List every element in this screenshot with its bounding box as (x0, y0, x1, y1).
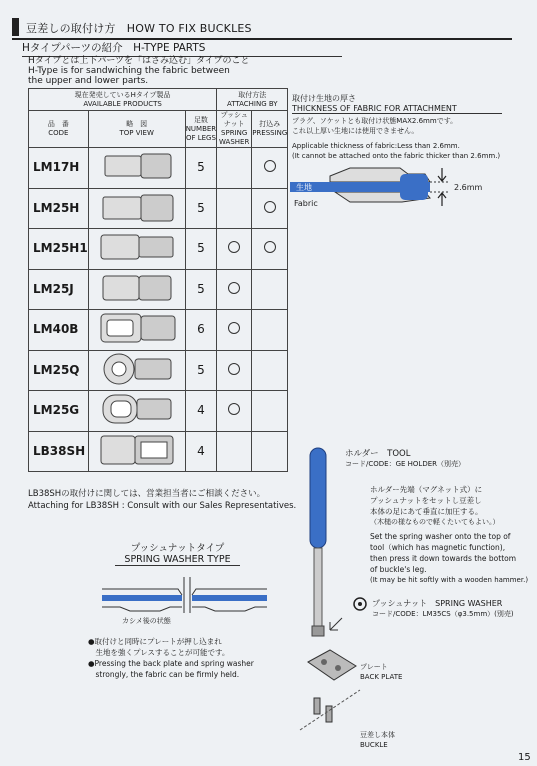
table-row (29, 229, 288, 270)
tool-info (345, 447, 465, 469)
fabric-title-en: THICKNESS OF FABRIC FOR ATTACHMENT (292, 104, 457, 113)
col-code-header (29, 111, 89, 148)
pressing-cell (252, 229, 288, 270)
spring-washer-cell (217, 391, 252, 432)
col-legs-jp: 足数 (193, 115, 208, 124)
spring-bullet-jp-1: ●取付けと同時にプレートが押し込まれ (88, 637, 222, 646)
number-of-legs: 4 (185, 391, 217, 432)
buckle-label-en: BUCKLE (360, 741, 388, 749)
pressing-cell (252, 188, 288, 229)
table-row (29, 269, 288, 310)
check-circle-icon (228, 282, 240, 294)
check-circle-icon (264, 241, 276, 253)
col-press-en: PRESSING (252, 129, 288, 137)
buckle-top-view-icon (97, 391, 177, 427)
pressing-cell (252, 148, 288, 189)
attaching-en: ATTACHING BY (226, 99, 278, 108)
buckle-top-view-icon (97, 229, 177, 265)
buckle-top-view-icon (97, 270, 177, 306)
spring-bullet-en-2: strongly, the fabric can be firmly held. (88, 670, 240, 679)
check-circle-icon (228, 322, 240, 334)
product-top-view (88, 188, 185, 229)
fabric-desc-en-2: (It cannot be attached onto the fabric thicker than 2.6mm.) (292, 152, 501, 160)
washer-label: プッシュナット SPRING WASHER (372, 599, 503, 608)
col-legs-header (185, 111, 217, 148)
tool-en-4: of buckle's leg. (370, 565, 427, 574)
product-top-view (88, 269, 185, 310)
tool-jp-4: （木槌の様なもので軽くたいてもよい。） (370, 518, 500, 526)
spring-washer-cell (217, 148, 252, 189)
buckle-top-view-icon (97, 310, 177, 346)
tool-en-3: then press it down towards the bottom (370, 554, 517, 563)
product-top-view (88, 350, 185, 391)
spring-bullet-jp-2: 生地を強くプレスすることが可能です。 (88, 648, 230, 657)
tool-jp-3: 本体の足にあて垂直に加圧する。 (370, 507, 483, 516)
fabric-section-header (292, 93, 502, 114)
spring-bullets (88, 636, 254, 680)
product-top-view (88, 431, 185, 472)
available-en: AVAILABLE PRODUCTS (83, 99, 162, 108)
check-circle-icon (228, 241, 240, 253)
number-of-legs: 5 (185, 148, 217, 189)
number-of-legs: 5 (185, 269, 217, 310)
table-row (29, 148, 288, 189)
plate-label (360, 662, 402, 682)
check-circle-icon (228, 403, 240, 415)
col-view-en: TOP VIEW (119, 129, 154, 137)
washer-code: コード/CODE：LM35CS（φ3.5mm）(別売) (372, 610, 514, 618)
tool-en-2: tool（which has magnetic function), (370, 543, 506, 552)
available-header (29, 89, 217, 111)
tool-instructions (370, 484, 528, 585)
tool-en-5: (It may be hit softly with a wooden hammer.) (370, 576, 529, 584)
product-code: LM40B (29, 310, 89, 351)
check-circle-icon (228, 363, 240, 375)
number-of-legs: 6 (185, 310, 217, 351)
intro-jp: Hタイプとは上下パーツを「はさみ込む」タイプのこと (28, 56, 250, 66)
tool-code: コード/CODE：GE HOLDER（別売） (345, 460, 465, 468)
table-row (29, 350, 288, 391)
number-of-legs: 5 (185, 188, 217, 229)
table-row (29, 431, 288, 472)
number-of-legs: 4 (185, 431, 217, 472)
product-top-view (88, 391, 185, 432)
col-spring-header (217, 111, 252, 148)
col-spring-jp: プッシュナット (220, 111, 248, 128)
table-note (28, 488, 296, 512)
fabric-desc-en-1: Applicable thickness of fabric:Less than 2.6mm. (292, 142, 460, 150)
product-top-view (88, 310, 185, 351)
table-row (29, 310, 288, 351)
spring-washer-cell (217, 229, 252, 270)
col-code-en: CODE (48, 129, 69, 137)
buckle-label-jp: 豆差し本体 (360, 731, 395, 739)
spring-type-title-jp: プッシュナットタイプ (130, 543, 225, 554)
spring-washer-section-diagram (100, 575, 270, 615)
available-jp: 現在発売しているHタイプ製品 (74, 90, 171, 99)
pressing-cell (252, 350, 288, 391)
spring-washer-icon (352, 596, 368, 612)
intro (28, 56, 250, 86)
pressing-cell (252, 310, 288, 351)
col-legs-en: NUMBER OF LEGS (185, 124, 217, 142)
spring-washer-cell (217, 188, 252, 229)
plate-label-jp: プレート (360, 663, 388, 671)
spring-type-title-en: SPRING WASHER TYPE (124, 554, 231, 565)
product-top-view (88, 229, 185, 270)
holder-tool-illustration (290, 440, 380, 740)
fabric-desc-jp-2: これ以上厚い生地には使用できません。 (292, 127, 419, 135)
attaching-jp: 取付方法 (238, 90, 267, 99)
number-of-legs: 5 (185, 350, 217, 391)
col-code-jp: 品 番 (47, 120, 69, 128)
fabric-thickness-diagram (290, 162, 520, 212)
check-circle-icon (264, 201, 276, 213)
spring-washer-cell (217, 350, 252, 391)
table-note-en: Attaching for LB38SH : Consult with our Sales Representatives. (28, 501, 297, 511)
sub-title: Hタイプパーツの紹介 H-TYPE PARTS (22, 40, 342, 57)
number-of-legs: 5 (185, 229, 217, 270)
table-row (29, 188, 288, 229)
pressing-cell (252, 391, 288, 432)
col-view-header (88, 111, 185, 148)
tool-en-1: Set the spring washer onto the top of (370, 532, 511, 541)
page-number: 15 (518, 752, 531, 763)
buckle-label (360, 730, 395, 750)
check-circle-icon (264, 160, 276, 172)
products-table (28, 88, 288, 472)
buckle-top-view-icon (97, 351, 177, 387)
col-spring-en: SPRING WASHER (219, 129, 250, 146)
tool-title: ホルダー TOOL (345, 449, 411, 459)
col-press-jp: 打込み (259, 120, 281, 128)
buckle-top-view-icon (97, 189, 177, 225)
intro-en-2: the upper and lower parts. (28, 76, 149, 86)
fabric-label-jp: 生地 (296, 183, 312, 192)
col-view-jp: 略 図 (126, 120, 148, 128)
tool-jp-2: プッシュナットをセットし豆差し (370, 496, 482, 505)
pressing-cell (252, 269, 288, 310)
table-row (29, 391, 288, 432)
product-code: LM17H (29, 148, 89, 189)
section-marker (12, 18, 19, 36)
fabric-label-en: Fabric (294, 199, 318, 208)
fabric-desc-jp-1: プラグ、ソケットとも取付け状態MAX2.6mmです。 (292, 117, 458, 125)
spring-type-header (115, 540, 240, 566)
table-note-jp: LB38SHの取付けに関しては、営業担当者にご相談ください。 (28, 489, 266, 499)
product-code: LM25J (29, 269, 89, 310)
fabric-desc (292, 116, 500, 161)
col-press-header (252, 111, 288, 148)
plate-label-en: BACK PLATE (360, 673, 403, 681)
product-code: LM25Q (29, 350, 89, 391)
product-top-view (88, 148, 185, 189)
spring-caption: カシメ後の状態 (122, 617, 171, 625)
spring-washer-cell (217, 269, 252, 310)
section-title: 豆差しの取付け方 HOW TO FIX BUCKLES (26, 22, 252, 35)
buckle-top-view-icon (97, 148, 177, 184)
attaching-header (217, 89, 288, 111)
pressing-cell (252, 431, 288, 472)
intro-en-1: H-Type is for sandwiching the fabric between (28, 66, 230, 76)
spring-bullet-en-1: ●Pressing the back plate and spring washer (88, 659, 254, 668)
fabric-dimension: 2.6mm (454, 183, 483, 192)
product-code: LM25H1 (29, 229, 89, 270)
spring-washer-cell (217, 431, 252, 472)
fabric-title-jp: 取付け生地の厚さ (292, 94, 356, 103)
product-code: LB38SH (29, 431, 89, 472)
section-title-bar (12, 18, 512, 40)
washer-info (372, 598, 514, 619)
product-code: LM25H (29, 188, 89, 229)
tool-jp-1: ホルダー先端（マグネット式）に (370, 485, 483, 494)
product-code: LM25G (29, 391, 89, 432)
buckle-top-view-icon (97, 432, 177, 468)
spring-washer-cell (217, 310, 252, 351)
